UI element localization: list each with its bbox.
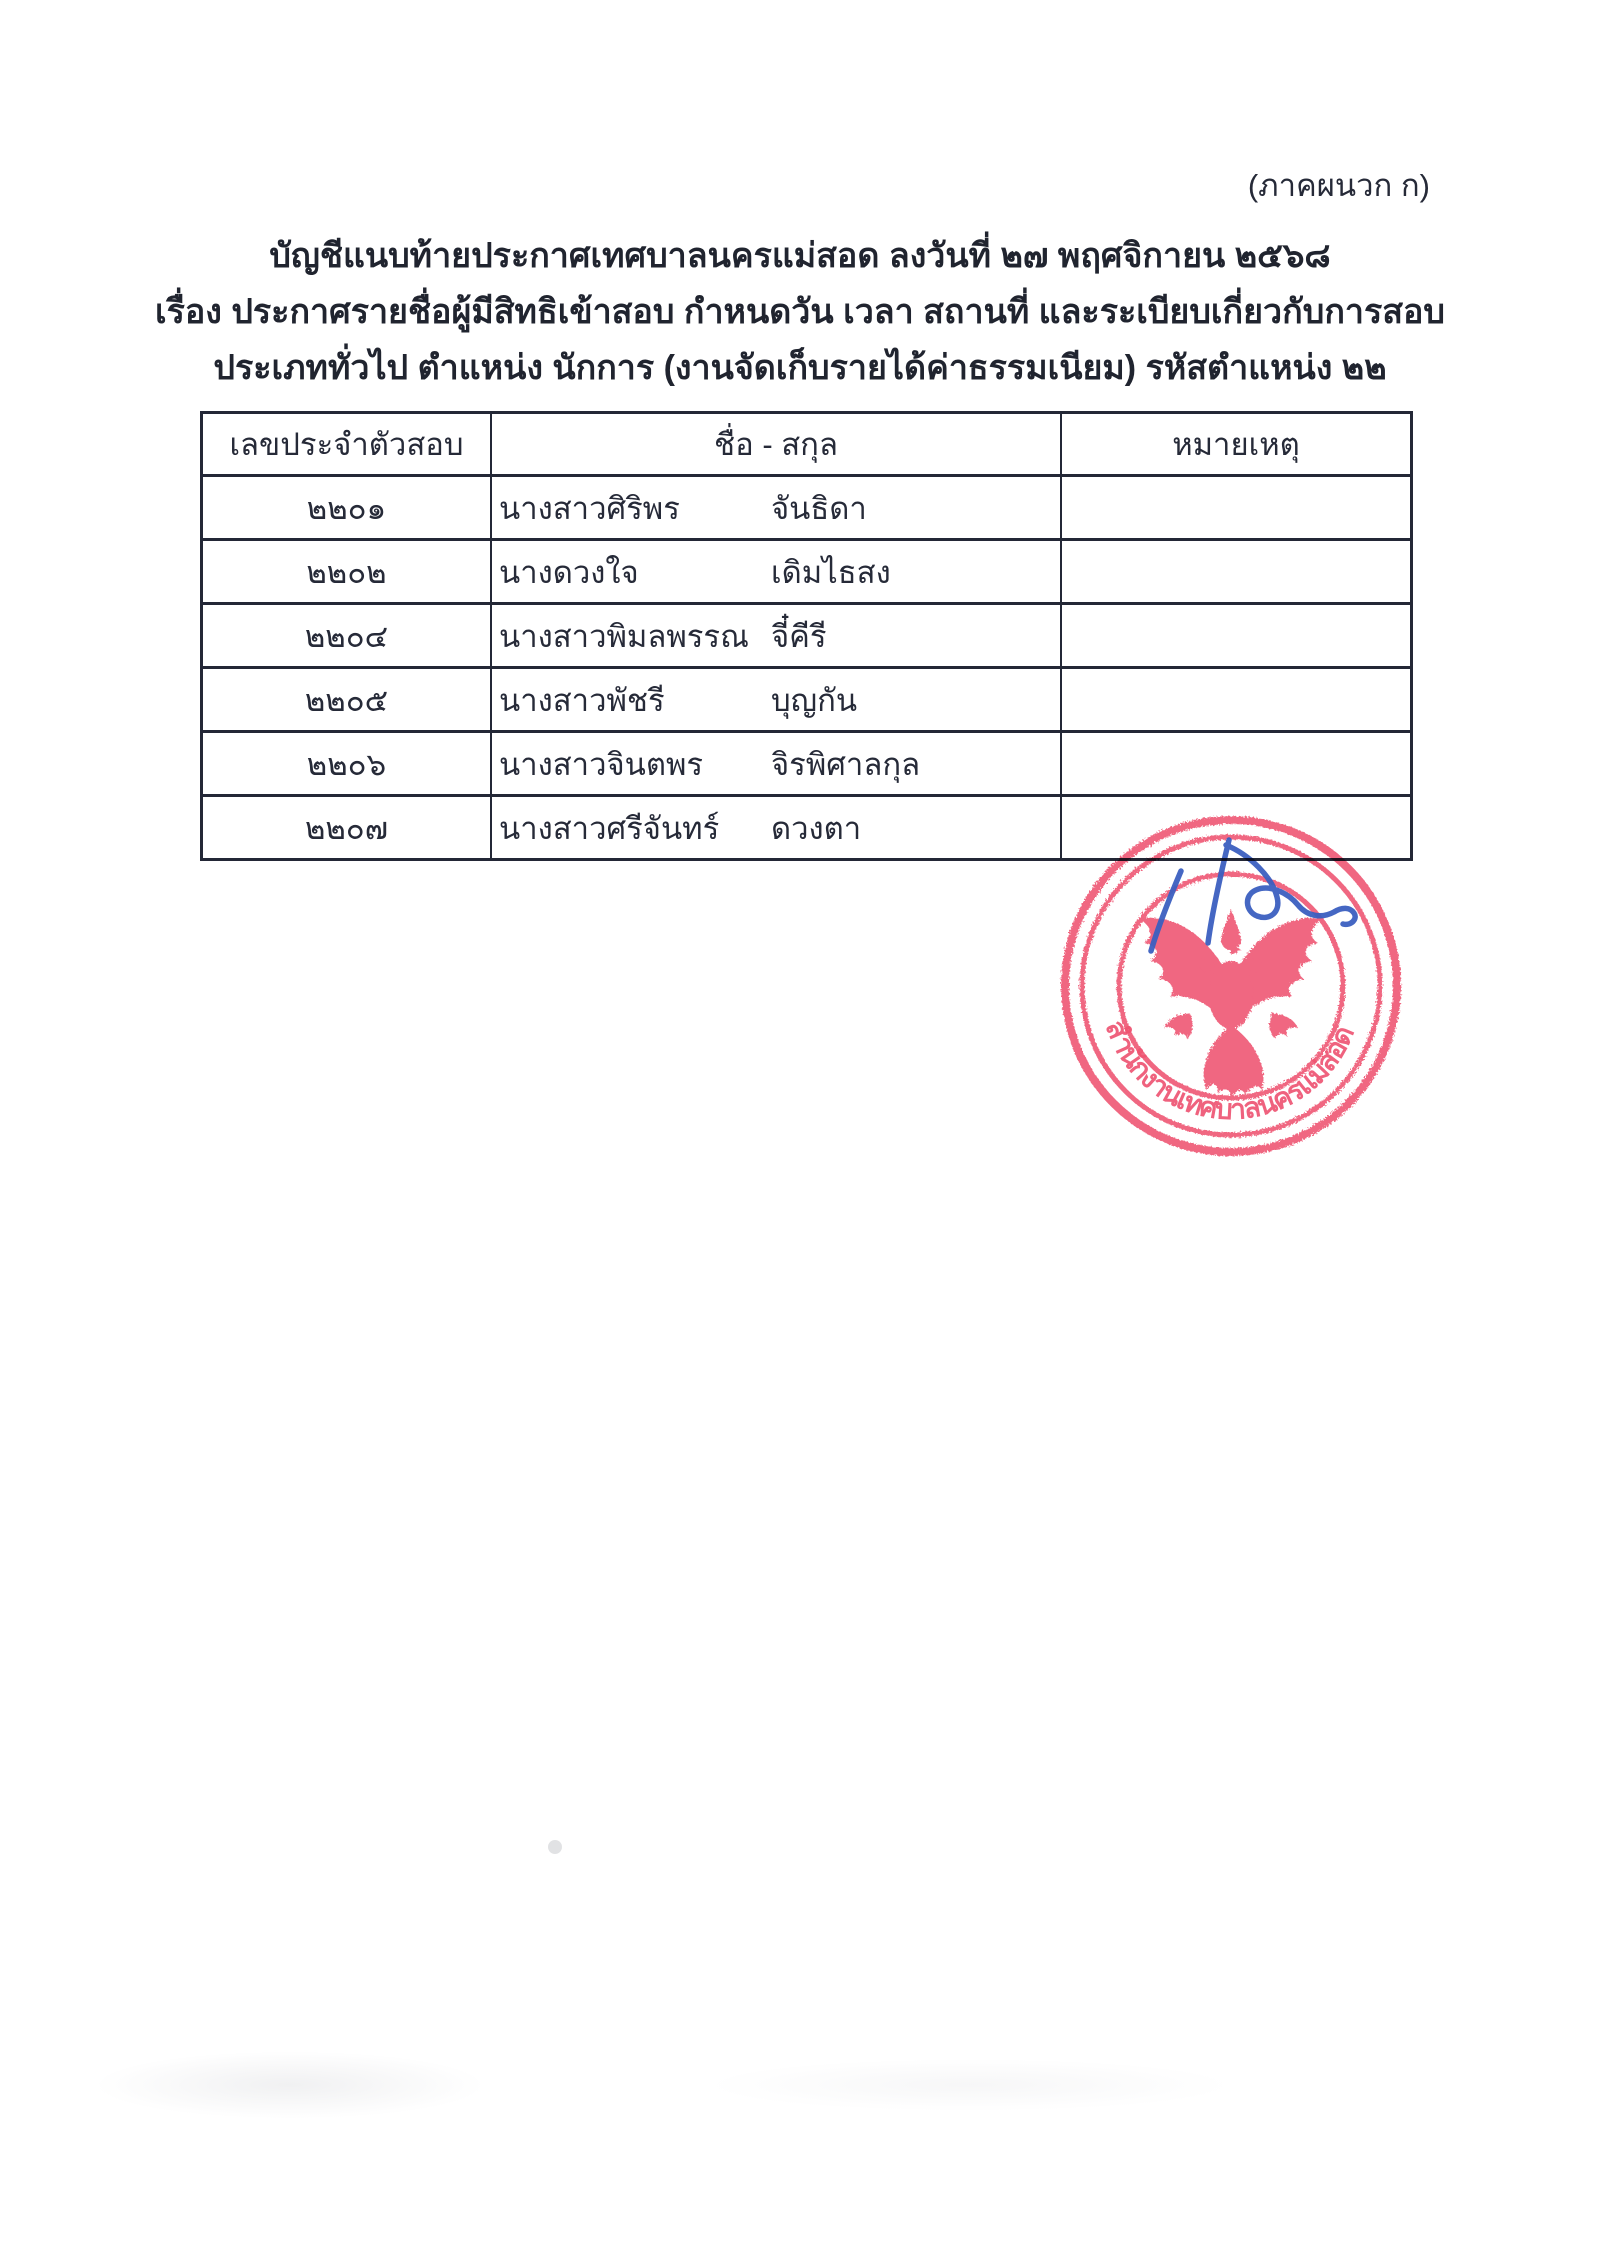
last-name: จี๋คีรี xyxy=(771,618,827,654)
table-row xyxy=(203,474,1410,538)
table-row xyxy=(203,538,1410,602)
exam-id-value: ๒๒๐๔ xyxy=(304,618,389,654)
exam-id-value: ๒๒๐๗ xyxy=(304,810,389,846)
exam-id-value: ๒๒๐๒ xyxy=(306,554,387,590)
stamp-text: สำนักงานเทศบาลนครแม่สอด xyxy=(1099,1015,1361,1126)
last-name: จิรพิศาลกุล xyxy=(771,746,921,782)
last-name: เดิมไธสง xyxy=(771,554,891,590)
remark-cell xyxy=(1060,477,1410,538)
exam-id-cell xyxy=(203,477,490,538)
exam-id-value: ๒๒๐๑ xyxy=(306,490,387,526)
name-cell xyxy=(490,669,1060,730)
exam-id-value: ๒๒๐๕ xyxy=(304,682,389,718)
header-remark: หมายเหตุ xyxy=(1060,414,1410,474)
appendix-label: (ภาคผนวก ก) xyxy=(1247,168,1430,203)
title-line-1: บัญชีแนบท้ายประกาศเทศบาลนครแม่สอด ลงวันที่ ๒๗ พฤศจิกายน ๒๕๖๘ xyxy=(269,237,1331,275)
header-exam-id: เลขประจำตัวสอบ xyxy=(229,427,464,462)
scan-smudge xyxy=(620,2050,1320,2120)
first-name: นางสาวพัชรี xyxy=(499,682,665,718)
garuda-icon xyxy=(1140,909,1322,1098)
scan-smudge xyxy=(30,2040,550,2130)
official-stamp xyxy=(1020,785,1450,1215)
header-name: ชื่อ - สกุล xyxy=(490,414,1060,474)
remark-cell xyxy=(1060,605,1410,666)
first-name: นางสาวศิริพร xyxy=(499,490,680,526)
document-title-block xyxy=(60,228,1540,396)
last-name: บุญกัน xyxy=(771,682,858,718)
last-name: จันธิดา xyxy=(771,490,867,526)
first-name: นางดวงใจ xyxy=(499,554,639,590)
exam-id-cell xyxy=(203,733,490,794)
remark-cell xyxy=(1060,669,1410,730)
first-name: นางสาวศรีจันทร์ xyxy=(499,810,720,846)
table-row xyxy=(203,602,1410,666)
exam-id-cell xyxy=(203,541,490,602)
exam-id-cell xyxy=(203,605,490,666)
name-cell xyxy=(490,605,1060,666)
name-cell xyxy=(490,797,1060,858)
last-name: ดวงตา xyxy=(771,810,862,846)
table-header-row xyxy=(203,414,1410,474)
exam-id-cell xyxy=(203,669,490,730)
name-cell xyxy=(490,733,1060,794)
name-cell xyxy=(490,477,1060,538)
exam-id-cell xyxy=(203,797,490,858)
title-line-3: ประเภททั่วไป ตำแหน่ง นักการ (งานจัดเก็บรายได้ค่าธรรมเนียม) รหัสตำแหน่ง ๒๒ xyxy=(213,349,1387,387)
first-name: นางสาวพิมลพรรณ xyxy=(499,618,749,654)
exam-id-value: ๒๒๐๖ xyxy=(306,746,387,782)
name-cell xyxy=(490,541,1060,602)
remark-cell xyxy=(1060,541,1410,602)
title-line-2: เรื่อง ประกาศรายชื่อผู้มีสิทธิเข้าสอบ กำหนดวัน เวลา สถานที่ และระเบียบเกี่ยวกับการสอบ xyxy=(154,293,1446,331)
first-name: นางสาวจินตพร xyxy=(499,746,704,782)
table-row xyxy=(203,666,1410,730)
scan-dot xyxy=(548,1840,562,1854)
